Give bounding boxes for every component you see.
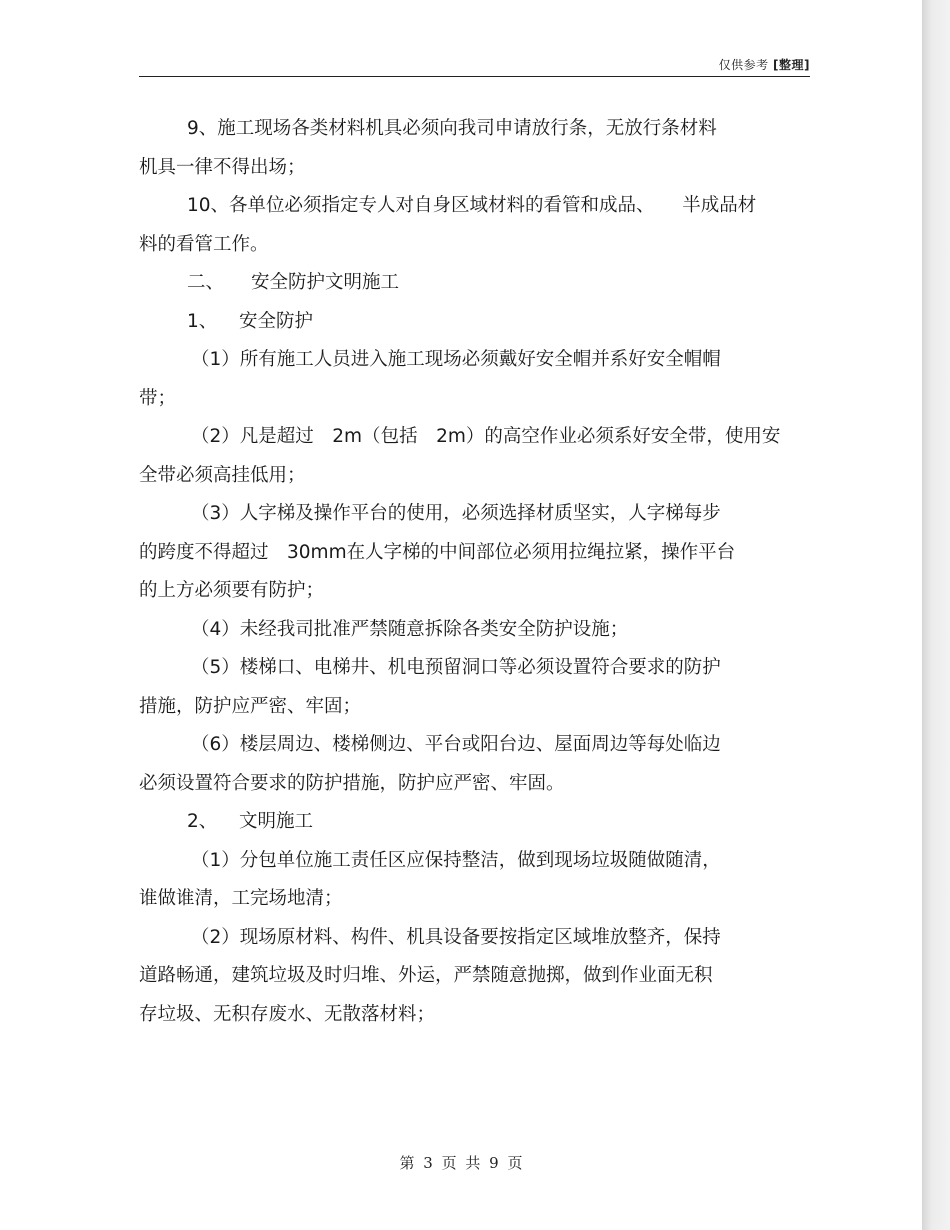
subsection-heading [139, 303, 819, 342]
list-item: 的跨度不得超过 30mm在人字梯的中间部位必须用拉绳拉紧，操作平台 [139, 541, 736, 563]
subsection-title: 文明施工 [239, 811, 314, 832]
list-item: 存垃圾、无积存废水、无散落材料； [139, 1003, 436, 1025]
subsection-number: 2、 [187, 811, 218, 832]
page-shadow-edge [922, 0, 950, 1230]
list-item: 必须设置符合要求的防护措施，防护应严密、牢固。 [139, 772, 565, 794]
list-item: （6）楼层周边、楼梯侧边、平台或阳台边、屋面周边等每处临边 [191, 734, 721, 755]
header-text: 仅供参考 [718, 58, 769, 72]
list-item: （4）未经我司批准严禁随意拆除各类安全防护设施； [191, 618, 629, 640]
list-item: 的上方必须要有防护； [139, 580, 325, 601]
section-number: 二、 [187, 272, 225, 293]
list-item: 措施，防护应严密、牢固； [139, 695, 362, 717]
list-item: （5）楼梯口、电梯井、机电预留洞口等必须设置符合要求的防护 [191, 657, 721, 678]
paragraph: 料的看管工作。 [139, 233, 269, 255]
list-item: （1）所有施工人员进入施工现场必须戴好安全帽并系好安全帽帽 [191, 349, 721, 370]
document-body [139, 110, 819, 1034]
paragraph: 机具一律不得出场； [139, 156, 306, 178]
list-item: 谁做谁清，工完场地清； [139, 888, 343, 909]
list-item: （2）凡是超过 2m（包括 2m）的高空作业必须系好安全带，使用安 [191, 426, 781, 447]
page-footer: 第 3 页 共 9 页 [399, 1154, 523, 1172]
list-item: （3）人字梯及操作平台的使用，必须选择材质坚实，人字梯每步 [191, 503, 721, 524]
section-heading [139, 264, 819, 303]
subsection-title: 安全防护 [239, 310, 314, 332]
header-rule [139, 76, 810, 77]
page-header [719, 56, 810, 73]
paragraph: 10、各单位必须指定专人对自身区域材料的看管和成品、 半成品材 [187, 195, 757, 216]
header-tag: [整理] [773, 58, 810, 72]
list-item: （2）现场原材料、构件、机具设备要按指定区域堆放整齐，保持 [191, 926, 721, 948]
subsection-heading [139, 803, 819, 842]
section-title: 安全防护文明施工 [251, 272, 400, 293]
list-item: 道路畅通，建筑垃圾及时归堆、外运，严禁随意抛掷，做到作业面无积 [139, 965, 713, 986]
subsection-number: 1、 [187, 310, 218, 332]
list-item: （1）分包单位施工责任区应保持整洁，做到现场垃圾随做随清， [191, 849, 721, 871]
list-item: 全带必须高挂低用； [139, 464, 306, 486]
list-item: 带； [139, 387, 177, 409]
paragraph: 9、施工现场各类材料机具必须向我司申请放行条，无放行条材料 [187, 118, 717, 139]
